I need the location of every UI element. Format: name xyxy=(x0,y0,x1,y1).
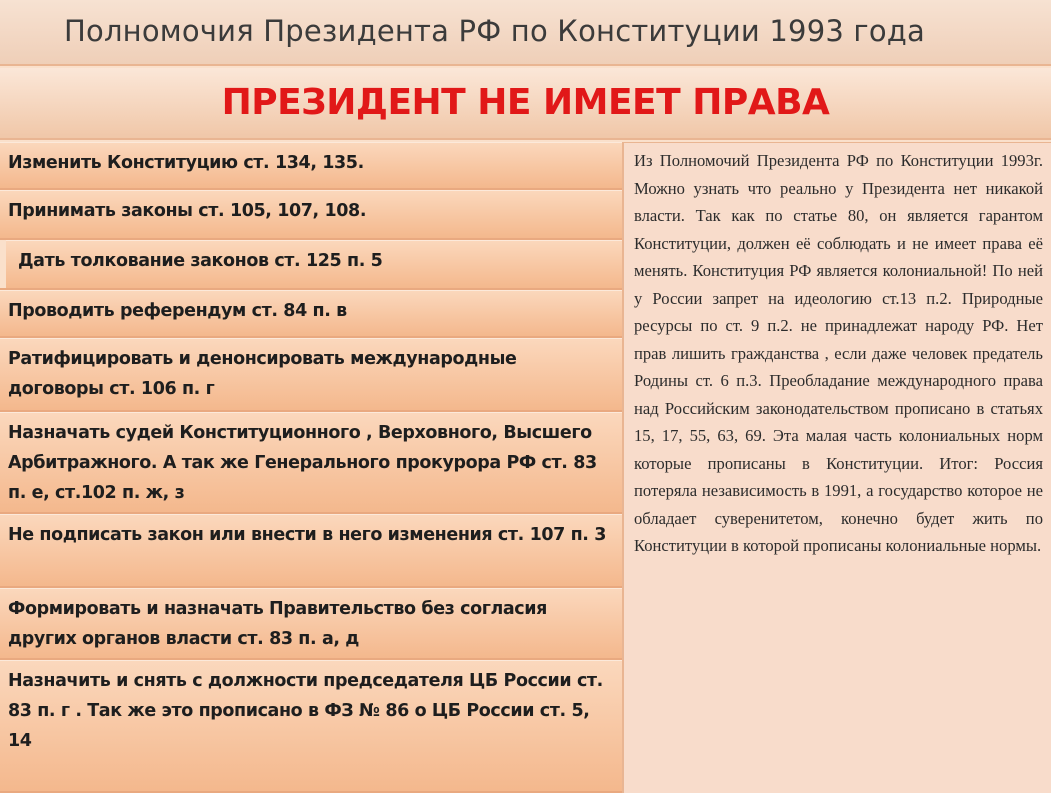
power-row-4: Проводить референдум ст. 84 п. в xyxy=(0,290,622,338)
power-row-2: Принимать законы ст. 105, 107, 108. xyxy=(0,190,622,240)
power-row-8: Формировать и назначать Правительство без согласия других органов власти ст. 83 п. а, д xyxy=(0,588,622,660)
title-bar xyxy=(0,0,1051,66)
page-title: Полномочия Президента РФ по Конституции 1993 года xyxy=(64,14,926,48)
power-row-5: Ратифицировать и денонсировать международные договоры ст. 106 п. г xyxy=(0,338,622,412)
side-note-panel xyxy=(622,142,1051,793)
banner xyxy=(0,68,1051,140)
power-row-1: Изменить Конституцию ст. 134, 135. xyxy=(0,142,622,190)
side-note-text: Из Полномочий Президента РФ по Конституции 1993г. Можно узнать что реально у Президента нет никакой власти. Так как по статье 80, он является гарантом Конституции, должен её соблюдать и не имеет права её менять. Конституция РФ является колониальной! По ней у России запрет на идеологию ст.13 п.2. Природные ресурсы по ст. 9 п.2. не принадлежат народу РФ. Нет прав лишить гражданства , если даже человек предатель Родины ст. 6 п.3. Преобладание международного права над Российским законодательством прописано в статьях 15, 17, 55, 63, 69. Эта малая часть колониальных норм которые прописаны в Конституции. Итог: Россия потеряла независимость в 1991, а государство которое не обладает суверенитетом, конечно будет жить по Конституции в которой прописаны колониальные нормы. xyxy=(634,151,1043,555)
power-row-6: Назначать судей Конституционного , Верховного, Высшего Арбитражного. А так же Генерального прокурора РФ ст. 83 п. е, ст.102 п. ж, з xyxy=(0,412,622,514)
power-row-7: Не подписать закон или внести в него изменения ст. 107 п. 3 xyxy=(0,514,622,588)
banner-heading: ПРЕЗИДЕНТ НЕ ИМЕЕТ ПРАВА xyxy=(221,82,830,123)
power-row-3: Дать толкование законов ст. 125 п. 5 xyxy=(0,240,622,290)
power-row-9: Назначить и снять с должности председателя ЦБ России ст. 83 п. г . Так же это прописано в ФЗ № 86 о ЦБ России ст. 5, 14 xyxy=(0,660,622,793)
